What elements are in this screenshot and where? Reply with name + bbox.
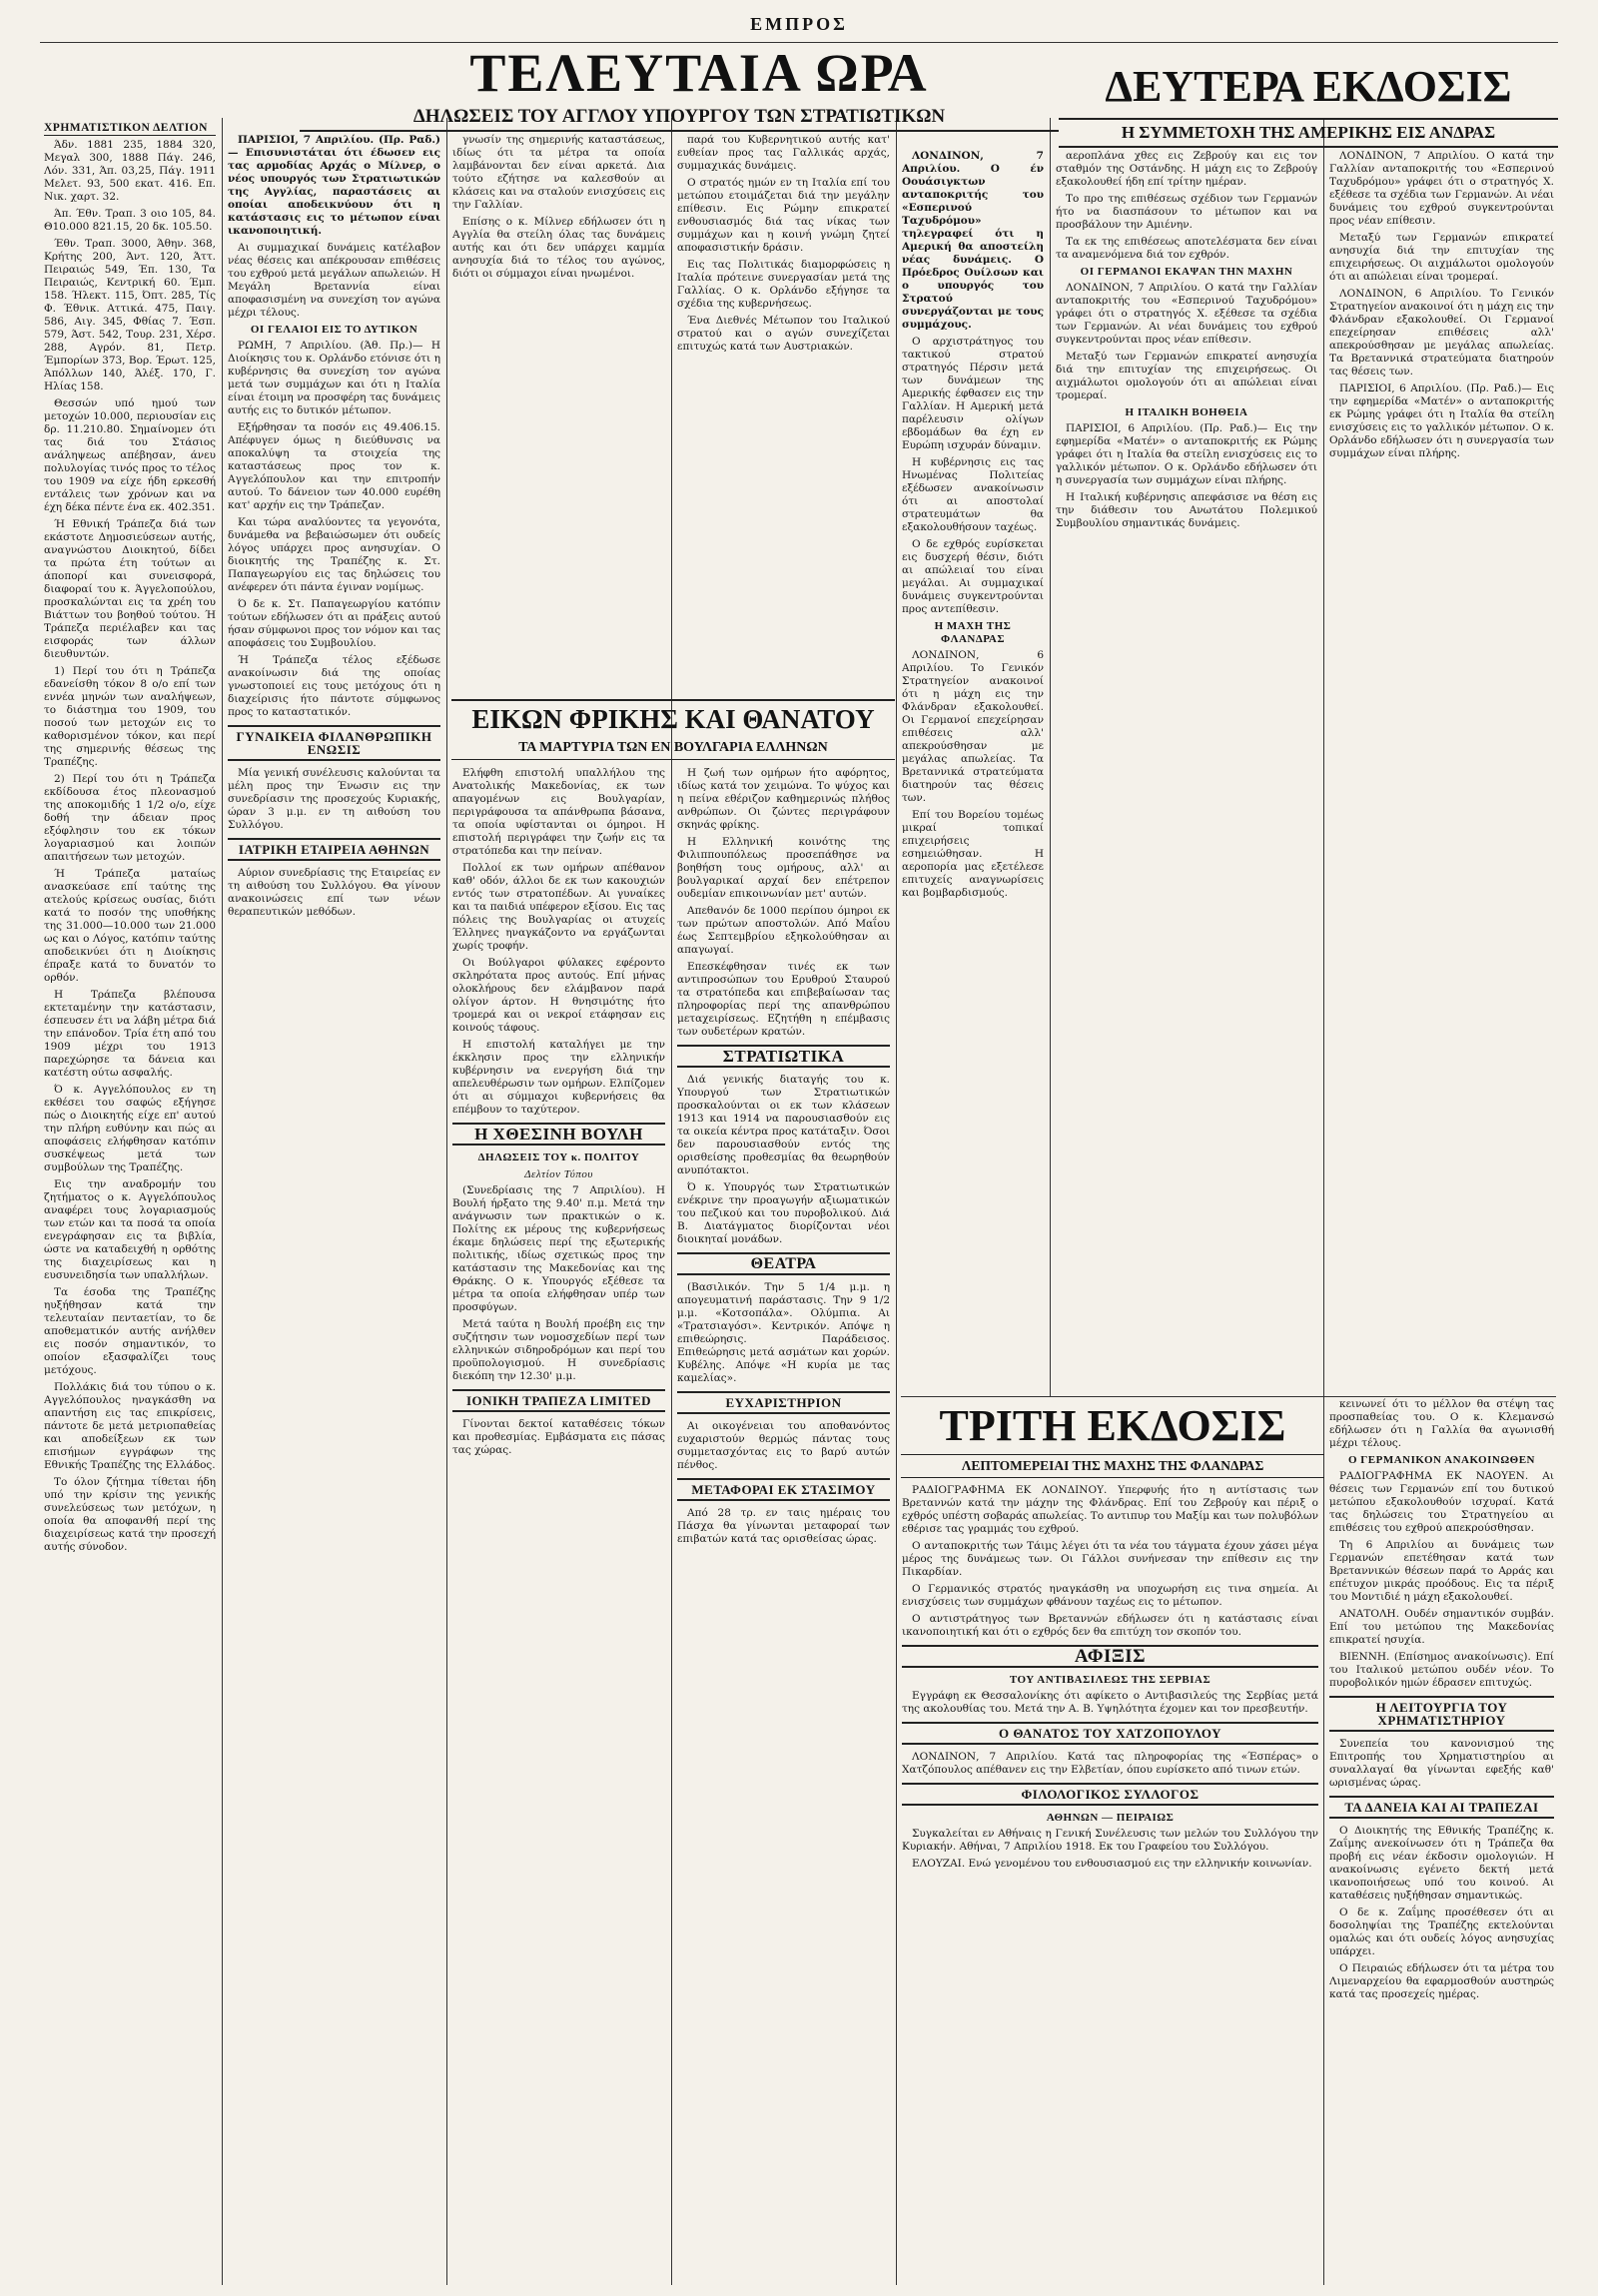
ad-text: Γίνονται δεκτοί καταθέσεις τόκων και προθεσμίας. Εμβάσματα εις πάσας τας χώρας.	[452, 1418, 665, 1456]
column-rule	[1323, 118, 1324, 2285]
thanks-heading: ΕΥΧΑΡΙΣΤΗΡΙΟΝ	[677, 1391, 890, 1414]
obituary-heading: Ο ΘΑΝΑΤΟΣ ΤΟΥ ΧΑΤΖΟΠΟΥΛΟΥ	[902, 1722, 1318, 1745]
column-4	[677, 134, 890, 693]
article-paragraph: Ό κ. Υπουργός των Στρατιωτικών ενέκρινε την προαγωγήν αξιωματικών του πεζικού και του πυροβολικού. Διά Β. Διατάγματος διορίζονται νέοι διοικηταί μονάδων.	[677, 1181, 890, 1245]
market-quotes: Άπ. Έθν. Τραπ. 3 οιο 105, 84. Θ10.000 821.15, 20 δκ. 105.50.	[44, 208, 216, 233]
article-paragraph: Ο στρατός ημών εν τη Ιταλία επί του μετώπου ετοιμάζεται διά την μεγάλην επίθεσιν. Εις Ρώμην επικρατεί ενθουσιασμός διά τας νίκας των συμμάχων και η κοινή γνώμη ζητεί αποφασιστικήν δράσιν.	[677, 177, 890, 254]
market-quotes: Άδν. 1881 235, 1884 320, Μεγαλ 300, 1888 Πάγ. 246, Λόν. 331, Άπ. 03,25, Πάγ. 1911 Μελετ. 93, 500 εκατ. 416. Επ. Νικ. χαρτ. 32.	[44, 139, 216, 203]
article-paragraph: Εξήρθησαν τα ποσόν εις 49.406.15. Απέφυγεν όμως η διεύθυνσις να αποκαλύψη τα στοιχεία της καταστάσεως προς τον κ. Αγγελόπουλον και την επιτροπήν αυτού. Το δάνειον των 40.000 ευρέθη κατ' αρχήν εις την Τράπεζαν.	[228, 421, 440, 511]
article-paragraph: ΑΝΑΤΟΛΗ. Ουδέν σημαντικόν συμβάν. Επί του μετώπου της Μακεδονίας επικρατεί ησυχία.	[1329, 1608, 1554, 1646]
banner-second-edition: ΔΕΥΤΕΡΑ ΕΚΔΟΣΙΣ	[1105, 62, 1512, 111]
column-7	[1329, 150, 1554, 1388]
notice-heading: ΓΥΝΑΙΚΕΙΑ ΦΙΛΑΝΘΡΩΠΙΚΗ ΕΝΩΣΙΣ	[228, 725, 440, 761]
column-rule	[896, 118, 897, 2285]
notice-text: Αύριον συνεδρίασις της Εταιρείας εν τη αιθούση του Συλλόγου. Θα γίνουν ανακοινώσεις επί των νέων θεραπευτικών μεθόδων.	[228, 867, 440, 918]
banner-third-edition: ΤΡΙΤΗ ΕΚΔΟΣΙΣ	[939, 1401, 1286, 1450]
masthead: ΕΜΠΡΟΣ	[750, 14, 848, 34]
article-paragraph: Ο Γερμανικός στρατός ηναγκάσθη να υποχωρήση εις τινα σημεία. Αι ενισχύσεις των συμμάχων φθάνουν ταχέως εις το μέτωπον.	[902, 1583, 1318, 1608]
notice-heading: ΙΑΤΡΙΚΗ ΕΤΑΙΡΕΙΑ ΑΘΗΝΩΝ	[228, 838, 440, 861]
article-paragraph: ΠΑΡΙΣΙΟΙ, 6 Απριλίου. (Πρ. Ραδ.)— Εις την εφημερίδα «Ματέν» ο ανταποκριτής εκ Ρώμης γράφει ότι η Ιταλία θα στείλη ενισχύσεις εις το γαλλικόν μέτωπον. Ο κ. Ορλάνδο εδήλωσεν ότι η συνεργασία των συμμάχων είναι πλήρης.	[1329, 383, 1554, 459]
article-paragraph: Ό δε κ. Στ. Παπαγεωργίου κατόπιν τούτων εδήλωσεν ότι αι πράξεις αυτού ήσαν σύμφωνοι προς τον νόμον και τας αποφάσεις του Συμβουλίου.	[228, 598, 440, 649]
article-paragraph: Ο Πειραιώς εδήλωσεν ότι τα μέτρα του Λιμεναρχείου θα εφαρμοσθούν αυστηρώς κατά τας προσεχείς ημέρας.	[1329, 1962, 1554, 2000]
military-heading: ΣΤΡΑΤΙΩΤΙΚΑ	[677, 1045, 890, 1068]
section-rule	[901, 1396, 1556, 1397]
column-7-lower	[1329, 1398, 1554, 2283]
article-paragraph: Επί του Βορείου τομέως μικραί τοπικαί επιχειρήσεις εσημειώθησαν. Η αεροπορία μας εξετέλεσε επιτυχείς αναγνωρίσεις και βομβαρδισμούς.	[902, 809, 1044, 899]
article-paragraph: Τη 6 Απριλίου αι δυνάμεις των Γερμανών επετέθησαν κατά των Βρεταννικών θέσεων παρά το Αρράς και επέτυχον μικράς προόδους. Εις τα πέριξ του Μοντιδιέ η μάχη εξακολουθεί.	[1329, 1539, 1554, 1603]
article-paragraph: ΠΑΡΙΣΙΟΙ, 7 Απριλίου. (Πρ. Ραδ.)— Επισυνιστάται ότι έδωσεν εις τας αρμοδίας Αρχάς ο Μίλνερ, ο νέος υπουργός των Στρατιωτικών της Αγγλίας, παραστάσεις αι οποίαι αποδεικνύουν ότι η κατάστασις εις το μέτωπον είναι ικανοποιητική.	[228, 134, 440, 237]
article-paragraph: 2) Περί του ότι η Τράπεζα εκδίδουσα έτος πλεονασμού της αποκομιδής 1 1/2 ο/ο, είχε δοθή την άδειαν προς εξόφλησιν του εκ τόκων λογαριασμού και λοιπών απαιτήσεων των μετοχών.	[44, 773, 216, 863]
column-rule	[1050, 118, 1051, 1396]
article-paragraph: ΡΑΔΙΟΓΡΑΦΗΜΑ ΕΚ ΝΑΟΥΕΝ. Αι θέσεις των Γερμανών επί του δυτικού μετώπου εξακολουθούν ισχυραί. Κατά τας δηλώσεις του Στρατηγείου αι επιθέσεις του εχθρού απεκρούσθησαν.	[1329, 1470, 1554, 1534]
article-paragraph: ΛΟΝΔΙΝΟΝ, 7 Απριλίου. Ο έν Οουάσιγκτων ανταποκριτής του «Εσπερινού Ταχυδρόμου» τηλεγραφεί ότι η Αμερική θα αποστείλη νέας δυνάμεις. Ο Πρόεδρος Ουίλσων και ο υπουργός του Στρατού συνεργάζονται με τους συμμάχους.	[902, 150, 1044, 331]
article-paragraph: Ο ανταποκριτής των Τάιμς λέγει ότι τα νέα του τάγματα έχουν χάσει μέγα μέρος της δυνάμεως των. Οι Γάλλοι συνήνεσαν την επίθεσιν εις την Πικαρδίαν.	[902, 1540, 1318, 1578]
article-paragraph: Πολλοί εκ των ομήρων απέθανον καθ' οδόν, άλλοι δε εκ των κακουχιών εντός των στρατοπέδων. Αι γυναίκες και τα παιδιά υπέφερον εξίσου. Εις τας πόλεις της Βουλγαρίας οι ατυχείς Έλληνες ηναγκάζοντο να εργάζωνται χωρίς τροφήν.	[452, 862, 665, 952]
article-paragraph: ΛΟΝΔΙΝΟΝ, 7 Απριλίου. Ο κατά την Γαλλίαν ανταποκριτής του «Εσπερινού Ταχυδρόμου» γράφει ότι ο στρατηγός Χ. εξέθεσε τα σχέδια των Γερμανών. Αι νέαι δυνάμεις του εχθρού συγκεντρούνται προς νέαν επίθεσιν.	[1056, 282, 1317, 346]
article-paragraph: Η Ελληνική κοινότης της Φιλιππουπόλεως προσεπάθησε να βοηθήση τους ομήρους, αλλ' αι βουλγαρικαί αρχαί δεν επέτρεπον ουδεμίαν επικοινωνίαν μετ' αυτών.	[677, 836, 890, 900]
market-bulletin-heading: ΧΡΗΜΑΤΙΣΤΙΚΟΝ ΔΕΛΤΙΟΝ	[44, 122, 216, 136]
article-paragraph: ΠΑΡΙΣΙΟΙ, 6 Απριλίου. (Πρ. Ραδ.)— Εις την εφημερίδα «Ματέν» ο ανταποκριτής εκ Ρώμης γράφει ότι η Ιταλία θα στείλη ενισχύσεις εις το γαλλικόν μέτωπον. Ο κ. Ορλάνδο εδήλωσεν ότι η συνεργασία των συμμάχων είναι πλήρης.	[1056, 422, 1317, 486]
article-paragraph: Εις τας Πολιτικάς διαμορφώσεις η Ιταλία πρότεινε συνεργασίαν μετά της Γαλλίας. Ο κ. Ορλάνδο εξήγησε τα σχέδια της κυβερνήσεως.	[677, 259, 890, 310]
notice-heading: ΜΕΤΑΦΟΡΑΙ ΕΚ ΣΤΑΣΙΜΟΥ	[677, 1478, 890, 1501]
article-paragraph: Εγγράφη εκ Θεσσαλονίκης ότι αφίκετο ο Αντιβασιλεύς της Σερβίας μετά της ακολουθίας του. Μετά την Α. Β. Υψηλότητα έχομεν και τον πρεσβευτήν.	[902, 1690, 1318, 1715]
society-heading: ΦΙΛΟΛΟΓΙΚΟΣ ΣΥΛΛΟΓΟΣ	[902, 1783, 1318, 1806]
column-3-lower	[452, 767, 665, 2285]
article-paragraph: Ο Διοικητής της Εθνικής Τραπέζης κ. Ζαΐμης ανεκοίνωσεν ότι η Τράπεζα θα προβή εις νέαν έκδοσιν ομολογιών. Η ανακοίνωσις εγένετο δεκτή μετά ικανοποιήσεως υπό του κοινού. Αι καταθέσεις ηυξήθησαν σημαντικώς.	[1329, 1825, 1554, 1902]
article-paragraph: ΡΑΔΙΟΓΡΑΦΗΜΑ ΕΚ ΛΟΝΔΙΝΟΥ. Υπερφυής ήτο η αντίστασις των Βρεταννών κατά την μάχην της Φλάνδρας. Επί του Ζεβρούγ και πέριξ ο εχθρός υπέστη σοβαράς απωλείας. Το αντιπυρ του Μαξίμ και των πολυβόλων εθέρισε τας γραμμάς του εχθρού.	[902, 1484, 1318, 1535]
section-heading: ΟΙ ΓΕΡΜΑΝΟΙ ΕΚΑΨΑΝ ΤΗΝ ΜΑΧΗΝ	[1080, 266, 1293, 278]
article-paragraph: Η Ιταλική κυβέρνησις απεφάσισε να θέση εις την διάθεσιν του Ανωτάτου Πολεμικού Συμβουλίου σημαντικάς δυνάμεις.	[1056, 491, 1317, 529]
ad-heading: ΙΟΝΙΚΗ ΤΡΑΠΕΖΑ LIMITED	[452, 1389, 665, 1412]
article-paragraph: ΛΟΝΔΙΝΟΝ, 7 Απριλίου. Κατά τας πληροφορίας της «Έσπέρας» ο Χατζόπουλος απέθανεν εις την Ελβετίαν, όπου ευρίσκετο από τινων ετών.	[902, 1751, 1318, 1776]
column-4-lower	[677, 767, 890, 2285]
article-paragraph: Μετά ταύτα η Βουλή προέβη εις την συζήτησιν των νομοσχεδίων περί των ελληνικών σιδηροδρόμων και περί του προϋπολογισμού. Η συνεδρίασις διεκόπη την 12.30' μ.μ.	[452, 1318, 665, 1382]
article-paragraph: Ο αρχιστράτηγος του τακτικού στρατού στρατηγός Πέρσιν μετά των δυνάμεων της Αμερικής έφθασεν εις την Γαλλίαν. Η Αμερική μετά παρέλευσιν ολίγων εβδομάδων θα έχη εν Ευρώπη ισχυράν δύναμιν.	[902, 336, 1044, 451]
article-paragraph: κεινωνεί ότι το μέλλον θα στέψη τας προσπαθείας του. Ο κ. Κλεμανσώ εδήλωσεν ότι η Γαλλία θα αγωνισθή μέχρι τέλους.	[1329, 1398, 1554, 1449]
article-paragraph: Διά γενικής διαταγής του κ. Υπουργού των Στρατιωτικών προσκαλούνται οι εκ των κλάσεων 1913 και 1914 να παρουσιασθούν εις τα οικεία κέντρα προς κατάταξιν. Όσοι δεν παρουσιασθούν εντός της ορισθείσης προθεσμίας θα θεωρηθούν ανυπότακτοι.	[677, 1074, 890, 1176]
society-subheading: ΑΘΗΝΩΝ — ΠΕΙΡΑΙΩΣ	[1046, 1812, 1175, 1824]
article-paragraph: Ο δε κ. Ζαΐμης προσέθεσεν ότι αι δοσοληψίαι της Τραπέζης εκτελούνται ομαλώς και ότι ουδείς λόγος ανησυχίας υπάρχει.	[1329, 1907, 1554, 1957]
section-heading: Η ΜΑΧΗ ΤΗΣ ΦΛΑΝΔΡΑΣ	[934, 620, 1012, 645]
article-paragraph: Ο δε εχθρός ευρίσκεται εις δυσχερή θέσιν, διότι αι απώλειαί του είναι μεγάλαι. Αι συμμαχικαί δυνάμεις συγκεντρούνται προς αντεπίθεσιν.	[902, 538, 1044, 615]
exchange-heading: Η ΛΕΙΤΟΥΡΓΙΑ ΤΟΥ ΧΡΗΜΑΤΙΣΤΗΡΙΟΥ	[1329, 1696, 1554, 1732]
section-heading: Ο ΓΕΡΜΑΝΙΚΟΝ ΑΝΑΚΟΙΝΩΘΕΝ	[1348, 1454, 1535, 1466]
article-paragraph: Η Τράπεζα βλέπουσα εκτεταμένην την κατάστασιν, έσπευσεν έτι να λάβη μέτρα διά την επάνοδον. Τρία έτη από του 1909 μέχρι του 1913 παρεχώρησε τα δάνεια και κατέστη ούτω ασφαλής.	[44, 989, 216, 1079]
article-paragraph: Ελήφθη επιστολή υπαλλήλου της Ανατολικής Μακεδονίας, εκ των απαγομένων εις Βουλγαρίαν, περιγράφουσα τα απάνθρωπα βάσανα, τα οποία υφίστανται οι όμηροι. Η επιστολή περιγράφει την ζωήν εις τα στρατόπεδα και την πείναν.	[452, 767, 665, 857]
notice-text: Μία γενική συνέλευσις καλούνται τα μέλη προς την Ένωσιν εις την συνεδρίασιν της προσεχούς Κυριακής, ώραν 3 μ.μ. εν τη αιθούση του Συλλόγου.	[228, 767, 440, 831]
press-bulletin-label: Δελτίον Τύπου	[524, 1168, 593, 1180]
article-paragraph: Η κυβέρνησις εις τας Ηνωμένας Πολιτείας εξέδωσεν ανακοίνωσιν ότι αι αποστολαί στρατευμάτων θα εξακολουθήσουν ταχέως.	[902, 456, 1044, 533]
article-paragraph: Επεσκέφθησαν τινές εκ των αντιπροσώπων του Ερυθρού Σταυρού τα στρατόπεδα και επιβεβαίωσαν τας πληροφορίας περί της απανθρώπου μεταχειρίσεως. Εζητήθη η επέμβασις των ουδετέρων κρατών.	[677, 961, 890, 1038]
article-paragraph: Αι οικογένειαι του αποθανόντος ευχαριστούν θερμώς πάντας τους συμμετασχόντας εις το βαρύ αυτών πένθος.	[677, 1420, 890, 1471]
parliament-heading: Η ΧΘΕΣΙΝΗ ΒΟΥΛΗ	[452, 1123, 665, 1146]
article-paragraph: ΒΙΕΝΝΗ. (Επίσημος ανακοίνωσις). Επί του Ιταλικού μετώπου ουδέν νέον. Το πυροβολικόν ημών έδρασεν επιτυχώς.	[1329, 1651, 1554, 1689]
column-rule	[671, 118, 672, 2285]
article-paragraph: (Βασιλικόν. Την 5 1/4 μ.μ. η απογευματινή παράστασις. Την 9 1/2 μ.μ. «Κοτσοπάλα». Ολύμπια. Αι «Τρατσιαγόσι». Κεντρικόν. Απόψε η επιθεώρησις. Παράδεισος. Επιθεώρησις μετά ασμάτων και χορών. Κυβέλης. Απόψε «Η κυρία με τας καμελίας».	[677, 1281, 890, 1384]
article-paragraph: Το όλον ζήτημα τίθεται ήδη υπό την κρίσιν της γενικής συνελεύσεως των μετόχων, η οποία θα αποφανθή περί της διαχειρίσεως κατά την προσεχή αυτής σύνοδον.	[44, 1476, 216, 1553]
article-paragraph: Ή Εθνική Τράπεζα διά των εκάστοτε Δημοσιεύσεων αυτής, αναγνώστου Διοικητού, δίδει τα πρώτα έτη τούτων αι άποπορί και συνεισφορά, διαφοραί του κ. Άγγελοπούλου, προσκαλώνται εις τα χρέη του Βιάττων του βοηθού τούτου. Ή Τράπεζα περιέλαβεν και τας εισφοράς των άλλων διευθυντών.	[44, 518, 216, 660]
article-paragraph: αεροπλάνα χθες εις Ζεβρούγ και εις τον σταθμόν της Οστάνδης. Η μάχη εις το Ζεβρούγ εξακολουθεί ήδη επί τρίτην ημέραν.	[1056, 150, 1317, 188]
article-paragraph: ΡΩΜΗ, 7 Απριλίου. (Άθ. Πρ.)— Η Διοίκησις του κ. Ορλάνδο ετόνισε ότι η κυβέρνησις θα συνεχίση τον αγώνα μετά των συμμάχων και ότι η Ιταλία είναι έτοιμη να προσφέρη τας δυνάμεις αυτής εις το δυτικόν μέτωπον.	[228, 340, 440, 416]
arrival-subheading: ΤΟΥ ΑΝΤΙΒΑΣΙΛΕΩΣ ΤΗΣ ΣΕΡΒΙΑΣ	[1009, 1674, 1211, 1686]
section-heading: ΟΙ ΓΕΛΑΙΟΙ ΕΙΣ ΤΟ ΔΥΤΙΚΟΝ	[250, 324, 418, 336]
article-paragraph: Μεταξύ των Γερμανών επικρατεί ανησυχία διά την επιτυχίαν της επιχειρήσεως. Οι αιχμάλωτοι ομολογούν ότι αι απώλειαι είναι τρομεραί.	[1329, 232, 1554, 283]
subheadline-minister: ΔΗΛΩΣΕΙΣ ΤΟΥ ΑΓΓΛΟΥ ΥΠΟΥΡΓΟΥ ΤΩΝ ΣΤΡΑΤΙΩΤΙΚΩΝ	[300, 104, 1059, 132]
subheadline-martyrdom: ΤΑ ΜΑΡΤΥΡΙΑ ΤΩΝ ΕΝ ΒΟΥΛΓΑΡΙΑ ΕΛΛΗΝΩΝ	[451, 737, 895, 760]
article-paragraph: Μεταξύ των Γερμανών επικρατεί ανησυχία διά την επιτυχίαν της επιχειρήσεως. Οι αιχμάλωτοι ομολογούν ότι αι απώλειαι είναι τρομεραί.	[1056, 351, 1317, 401]
article-paragraph: Ό κ. Αγγελόπουλος εν τη εκθέσει του σαφώς εξήγησε πώς ο Διοικητής είχε επ' αυτού την πλήρη ευθύνην και πώς αι αποφάσεις ελήφθησαν κατόπιν συσκέψεως μετά των συμβούλων της Τραπέζης.	[44, 1084, 216, 1173]
article-paragraph: παρά του Κυβερνητικού αυτής κατ' ευθείαν προς τας Γαλλικάς αρχάς, συμμαχικάς δυνάμεις.	[677, 134, 890, 172]
article-paragraph: Επίσης ο κ. Μίλνερ εδήλωσεν ότι η Αγγλία θα στείλη όλας τας δυνάμεις αυτής και ότι δεν υπάρχει καμμία ανησυχία διά το τέλος του αγώνος, διότι οι σύμμαχοι είναι ηνωμένοι.	[452, 216, 665, 280]
headline-horror: ΕΙΚΩΝ ΦΡΙΚΗΣ ΚΑΙ ΘΑΝΑΤΟΥ	[451, 699, 895, 737]
market-quotes: Έθν. Τραπ. 3000, Άθην. 368, Κρήτης 200, Άντ. 120, Άττ. Πειραιώς 549, Έπ. 130, Τα Πειραιώς, Κεντρική 60. Έμπ. 158. Ήλεκτ. 115, Όπτ. 285, Τίς Φ. Έθνικ. Αττικά. 475, Παιγ. 586, Αιγ. 345, Φθίας 7. Έσπ. 579, Άστ. 542, Τουρ. 231, Χέρσ. 288, Αγρόν. 81, Πετρ. Έμπορίων 373, Βορ. Έρωτ. 125, Άπόλλων 140, Άλέξ. 170, Γ. Ηλίας 158.	[44, 238, 216, 392]
article-paragraph: Ένα Διεθνές Μέτωπον του Ιταλικού στρατού και ο αγών συνεχίζεται επιτυχώς κατά των Αυστριακών.	[677, 315, 890, 353]
article-paragraph: ΛΟΝΔΙΝΟΝ, 6 Απριλίου. Το Γενικόν Στρατηγείον ανακοινοί ότι η μάχη εις την Φλάνδραν εξακολουθεί. Οι Γερμανοί επεχείρησαν επιθέσεις αλλ' απεκρούσθησαν με μεγάλας απωλείας. Τα Βρεταννικά στρατεύματα διατηρούν τας θέσεις των.	[902, 649, 1044, 804]
column-1	[44, 118, 216, 2285]
arrival-heading: ΑΦΙΞΙΣ	[902, 1645, 1318, 1668]
article-paragraph: Θεσσών υπό ημού των μετοχών 10.000, περιουσίαν εις δρ. 11.210.80. Σημαίνομεν ότι τας διά του Στάσιος ανάληψεως απέβησαν, άνευ πολυλογίας τινός προς το τέλος του 1909 να είχε ήδη ερκεσθή εντάλεις των χρόνων και να έχη δέκα πέντε ένα εκ. 402.351.	[44, 397, 216, 513]
article-paragraph: Οι Βούλγαροι φύλακες εφέροντο σκληρότατα προς αυτούς. Επί μήνας ολοκλήρους δεν ελάμβανον παρά ολίγον άρτον. Η θνησιμότης ήτο τρομερά και οι νεκροί ετάφησαν εις κοινούς τάφους.	[452, 957, 665, 1034]
article-paragraph: ΕΛΟΥΖΑΙ. Ενώ γενομένου του ενθουσιασμού εις την ελληνικήν κοινωνίαν.	[912, 1858, 1312, 1870]
column-5-6-lower	[902, 1484, 1318, 2283]
column-rule	[222, 118, 223, 2285]
column-5	[902, 150, 1044, 1388]
column-rule	[446, 118, 447, 2285]
article-paragraph: Το προ της επιθέσεως σχέδιον των Γερμανών ήτο να διασπάσουν το μέτωπον και να προσβάλουν την Αμιένην.	[1056, 193, 1317, 231]
subheadline-america: Η ΣΥΜΜΕΤΟΧΗ ΤΗΣ ΑΜΕΡΙΚΗΣ ΕΙΣ ΑΝΔΡΑΣ	[1059, 118, 1558, 148]
article-paragraph: (Συνεδρίασις της 7 Απριλίου). Η Βουλή ήρξατο της 9.40' π.μ. Μετά την ανάγνωσιν των πρακτικών ο κ. Πολίτης εκ μέρους της κυβερνήσεως έκαμε δηλώσεις περί της εξωτερικής πολιτικής, ιδίως σχετικώς προς την κατάστασιν της Μακεδονίας και της Θράκης. Ο κ. Υπουργός εξέθεσε τα μέτρα τα οποία ελήφθησαν υπέρ των προσφύγων.	[452, 1184, 665, 1313]
article-paragraph: Η επιστολή καταλήγει με την έκκλησιν προς την ελληνικήν κυβέρνησιν να ενεργήση διά την απελευθέρωσιν των ομήρων. Ελπίζομεν ότι αι σύμμαχοι κυβερνήσεις θα επέμβουν το ταχύτερον.	[452, 1039, 665, 1116]
article-paragraph: Ή Τράπεζα ματαίως ανασκεύασε επί ταύτης της ατελούς κρίσεως ουσίας, διότι κατά το ποσόν της υποθήκης της 31.000—10.000 των 21.000 ως και ο Λόγος, κατόπιν ταύτης αποδεικνύει ότι η Διοίκησις έπραξε κατά το δυνατόν το ορθόν.	[44, 868, 216, 984]
banks-heading: ΤΑ ΔΑΝΕΙΑ ΚΑΙ ΑΙ ΤΡΑΠΕΖΑΙ	[1329, 1796, 1554, 1819]
parliament-subheading: ΔΗΛΩΣΕΙΣ ΤΟΥ κ. ΠΟΛΙΤΟΥ	[477, 1151, 640, 1163]
article-paragraph: Συγκαλείται εν Αθήναις η Γενική Συνέλευσις των μελών του Συλλόγου την Κυριακήν. Αθήναι, 7 Απριλίου 1918. Εκ του Γραφείου του Συλλόγου.	[902, 1828, 1318, 1853]
article-paragraph: ΛΟΝΔΙΝΟΝ, 7 Απριλίου. Ο κατά την Γαλλίαν ανταποκριτής του «Εσπερινού Ταχυδρόμου» γράφει ότι ο στρατηγός Χ. εξέθεσε τα σχέδια των Γερμανών. Αι νέαι δυνάμεις του εχθρού συγκεντρούνται προς νέαν επίθεσιν.	[1329, 150, 1554, 227]
article-paragraph: 1) Περί του ότι η Τράπεζα εδανείσθη τόκον 8 ο/ο επί των εννέα μηνών των αναλήψεων, το διάστημα του 1909, του ποσού των μετοχών εις το καθορισμένον τόκον, και περί της σημερινής θέσεως της Τραπέζης.	[44, 665, 216, 768]
theatres-heading: ΘΕΑΤΡΑ	[677, 1252, 890, 1275]
article-paragraph: Εις την αναδρομήν του ζητήματος ο κ. Αγγελόπουλος αναφέρει τους λογαριασμούς των ετών και τα ποσά τα οποία ενεγράφησαν εις τα βιβλία, ώστε να καταδειχθή η ορθότης της διαχειρίσεως και η ευσυνειδησία των υπαλλήλων.	[44, 1178, 216, 1281]
section-heading: Η ΙΤΑΛΙΚΗ ΒΟΗΘΕΙΑ	[1125, 406, 1248, 418]
banner-last-hour: ΤΕΛΕΥΤΑΙΑ ΩΡΑ	[469, 43, 929, 103]
article-paragraph: γνωσίν της σημερινής καταστάσεως, ιδίως ότι τα μέτρα τα οποία λαμβάνονται δεν είναι αρκετά. Δια τούτο εζήτησε να καλεσθούν αι κλάσεις και να σταλούν ενισχύσεις εις την Γαλλίαν.	[452, 134, 665, 211]
article-paragraph: Η ζωή των ομήρων ήτο αφόρητος, ιδίως κατά τον χειμώνα. Το ψύχος και η πείνα εθέριζον καθημερινώς πλήθος ανθρώπων. Οι ζώντες περιγράφουν σκηνάς φρίκης.	[677, 767, 890, 831]
article-paragraph: Πολλάκις διά του τύπου ο κ. Αγγελόπουλος ηναγκάσθη να απαντήση εις τας επικρίσεις, πάντοτε δε μετά μετριοπαθείας και αποδείξεων εκ των επισήμων εγγράφων της Εθνικής Τραπέζης της Ελλάδος.	[44, 1381, 216, 1471]
article-paragraph: Και τώρα αναλύοντες τα γεγονότα, δυνάμεθα να βεβαιώσωμεν ότι ουδείς λόγος υπάρχει προς ανησυχίαν. Ο διοικητής της Τραπέζης κ. Στ. Παπαγεωργίου εις τας δηλώσεις του ανέφερεν ότι πάντα έγιναν νομίμως.	[228, 516, 440, 593]
article-paragraph: Τα έσοδα της Τραπέζης ηυξήθησαν κατά την τελευταίαν πενταετίαν, το δε αποθεματικόν αυτής ανήλθεν εις ποσόν σημαντικόν, το οποίον εξασφαλίζει τους μετόχους.	[44, 1286, 216, 1376]
article-paragraph: Ή Τράπεζα τέλος εξέδωσε ανακοίνωσιν διά της οποίας γνωστοποιεί εις τους μετόχους ότι η διαχείρισις ήτο πάντοτε σύμφωνος προς το καταστατικόν.	[228, 654, 440, 718]
article-paragraph: Αι συμμαχικαί δυνάμεις κατέλαβον νέας θέσεις και απέκρουσαν επιθέσεις του εχθρού μετά μεγάλων απωλειών. Η Μεγάλη Βρεταννία είναι αποφασισμένη να συνεχίση τον αγώνα μέχρι τέλους.	[228, 242, 440, 319]
column-2	[228, 134, 440, 2285]
article-paragraph: Τα εκ της επιθέσεως αποτελέσματα δεν είναι τα αναμενόμενα διά τον εχθρόν.	[1056, 236, 1317, 261]
column-6	[1056, 150, 1317, 1388]
article-paragraph: ΛΟΝΔΙΝΟΝ, 6 Απριλίου. Το Γενικόν Στρατηγείον ανακοινοί ότι η μάχη εις την Φλάνδραν εξακολουθεί. Οι Γερμανοί επεχείρησαν επιθέσεις αλλ' απεκρούσθησαν με μεγάλας απωλείας. Τα Βρεταννικά στρατεύματα διατηρούν τας θέσεις των.	[1329, 288, 1554, 378]
article-paragraph: Ο αντιστράτηγος των Βρεταννών εδήλωσεν ότι η κατάστασις είναι ικανοποιητική και ότι ο εχθρός δεν θα επιτύχη τον σκοπόν του.	[902, 1613, 1318, 1638]
article-paragraph: Απεθανόν δε 1000 περίπου όμηροι εκ των πρώτων αποστολών. Από Μαΐου έως Σεπτεμβρίου εξηκολούθησαν αι απαγωγαί.	[677, 905, 890, 956]
article-paragraph: Από 28 τρ. εν ταις ημέραις του Πάσχα θα γίνωνται μεταφοραί των επιβατών κατά τας ορισθείσας ώρας.	[677, 1507, 890, 1545]
article-paragraph: Συνεπεία του κανονισμού της Επιτροπής του Χρηματιστηρίου αι συναλλαγαί θα γίνωνται εφεξής καθ' ωρισμένας ώρας.	[1329, 1738, 1554, 1789]
subheadline-flanders: ΛΕΠΤΟΜΕΡΕΙΑΙ ΤΗΣ ΜΑΧΗΣ ΤΗΣ ΦΛΑΝΔΡΑΣ	[901, 1454, 1324, 1478]
